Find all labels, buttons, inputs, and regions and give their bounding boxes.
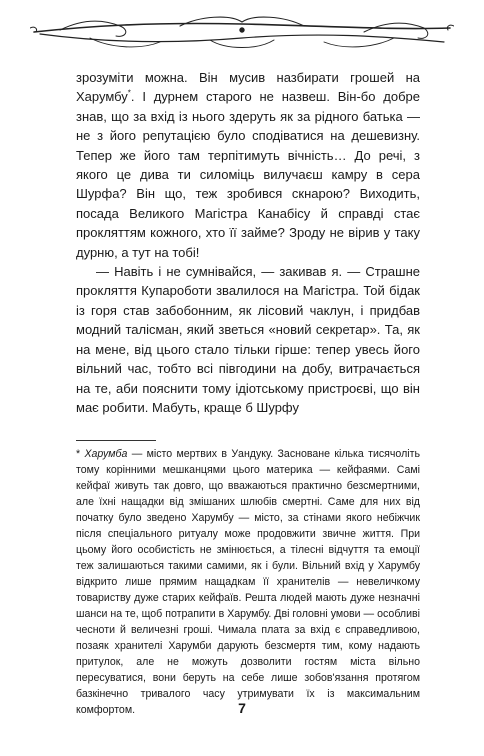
- footnote-text: — місто мертвих в Уандуку. Засноване кілька тисячоліть тому корінними мешканцями цього материка — кейфаями. Самі кейфаї живуть так довго, що вважаються практично безсмертними, але їхні нащадки від змішаних шлюбів смертні. Саме для них від початку було зведено Харумбу — місто, за стінами якого небіжчик після спеціального ритуалу може продовжити звичне життя. При цьому його особистість не змінюється, а тілесні відчуття та емоції теж залишаються такими самими, як і були. Вільний вхід у Харумбу відкрито лише прямим нащадкам її хранителів — невеличкому товариству дуже старих кейфаїв. Решта людей мають дуже незначні шанси на те, щоб потрапити в Харумбу. Дві головні умови — особливі чесноти й величезні гроші. Чимала плата за вхід є справедливою, позаяк хранителі Харумби дарують безсмертя тим, кому надають притулок, але не можуть дозволити гостям міста вільно пересуватися, вони беруть на себе лише зобов'язання протягом базкінечно тривалого часу утримувати їх із максимальним комфортом.: [76, 448, 420, 716]
- footnote-reference[interactable]: *: [127, 89, 131, 99]
- footnote-term: Харумба: [84, 448, 128, 460]
- footnote-marker: *: [76, 448, 85, 460]
- paragraph-1: зрозуміти можна. Він мусив назбирати грошей на Харумбу*. І дурнем старого не назвеш. Він-бо добре знав, що за вхід із нього здеруть як за рідного батька — не з його репутацією було сподіватися на дешевизну. Тепер же його там терпітимуть вічність… До речі, з якого це дива ти силоміць вилучаєш камру в сера Шурфа? Він що, теж зробився скнарою? Виходить, посада Великого Магістра Канабісу й справді стає прокляттям кожного, хто її займе? Зроду не вірив у таку дурню, а тут на тобі!: [76, 70, 420, 260]
- footnote: [76, 446, 420, 718]
- page-number: 7: [238, 700, 246, 716]
- main-text: [76, 68, 420, 417]
- decorative-flourish-header: [30, 12, 454, 54]
- paragraph-2: — Навіть і не сумнівайся, — закивав я. — Страшне прокляття Купароботи звалилося на Магістра. Той бідак із горя став забобонним, як лісовий чаклун, і придбав модний талісман, який зветься «новий секретар». Та, як на мене, від цього стало тільки гірше: тепер увесь його вільний час, тобто всі півгодини на добу, витрачається на те, аби пояснити тому ідіотському пристроєві, що він має робити. Мабуть, краще б Шурфу: [76, 264, 420, 415]
- footnote-divider: [76, 440, 156, 441]
